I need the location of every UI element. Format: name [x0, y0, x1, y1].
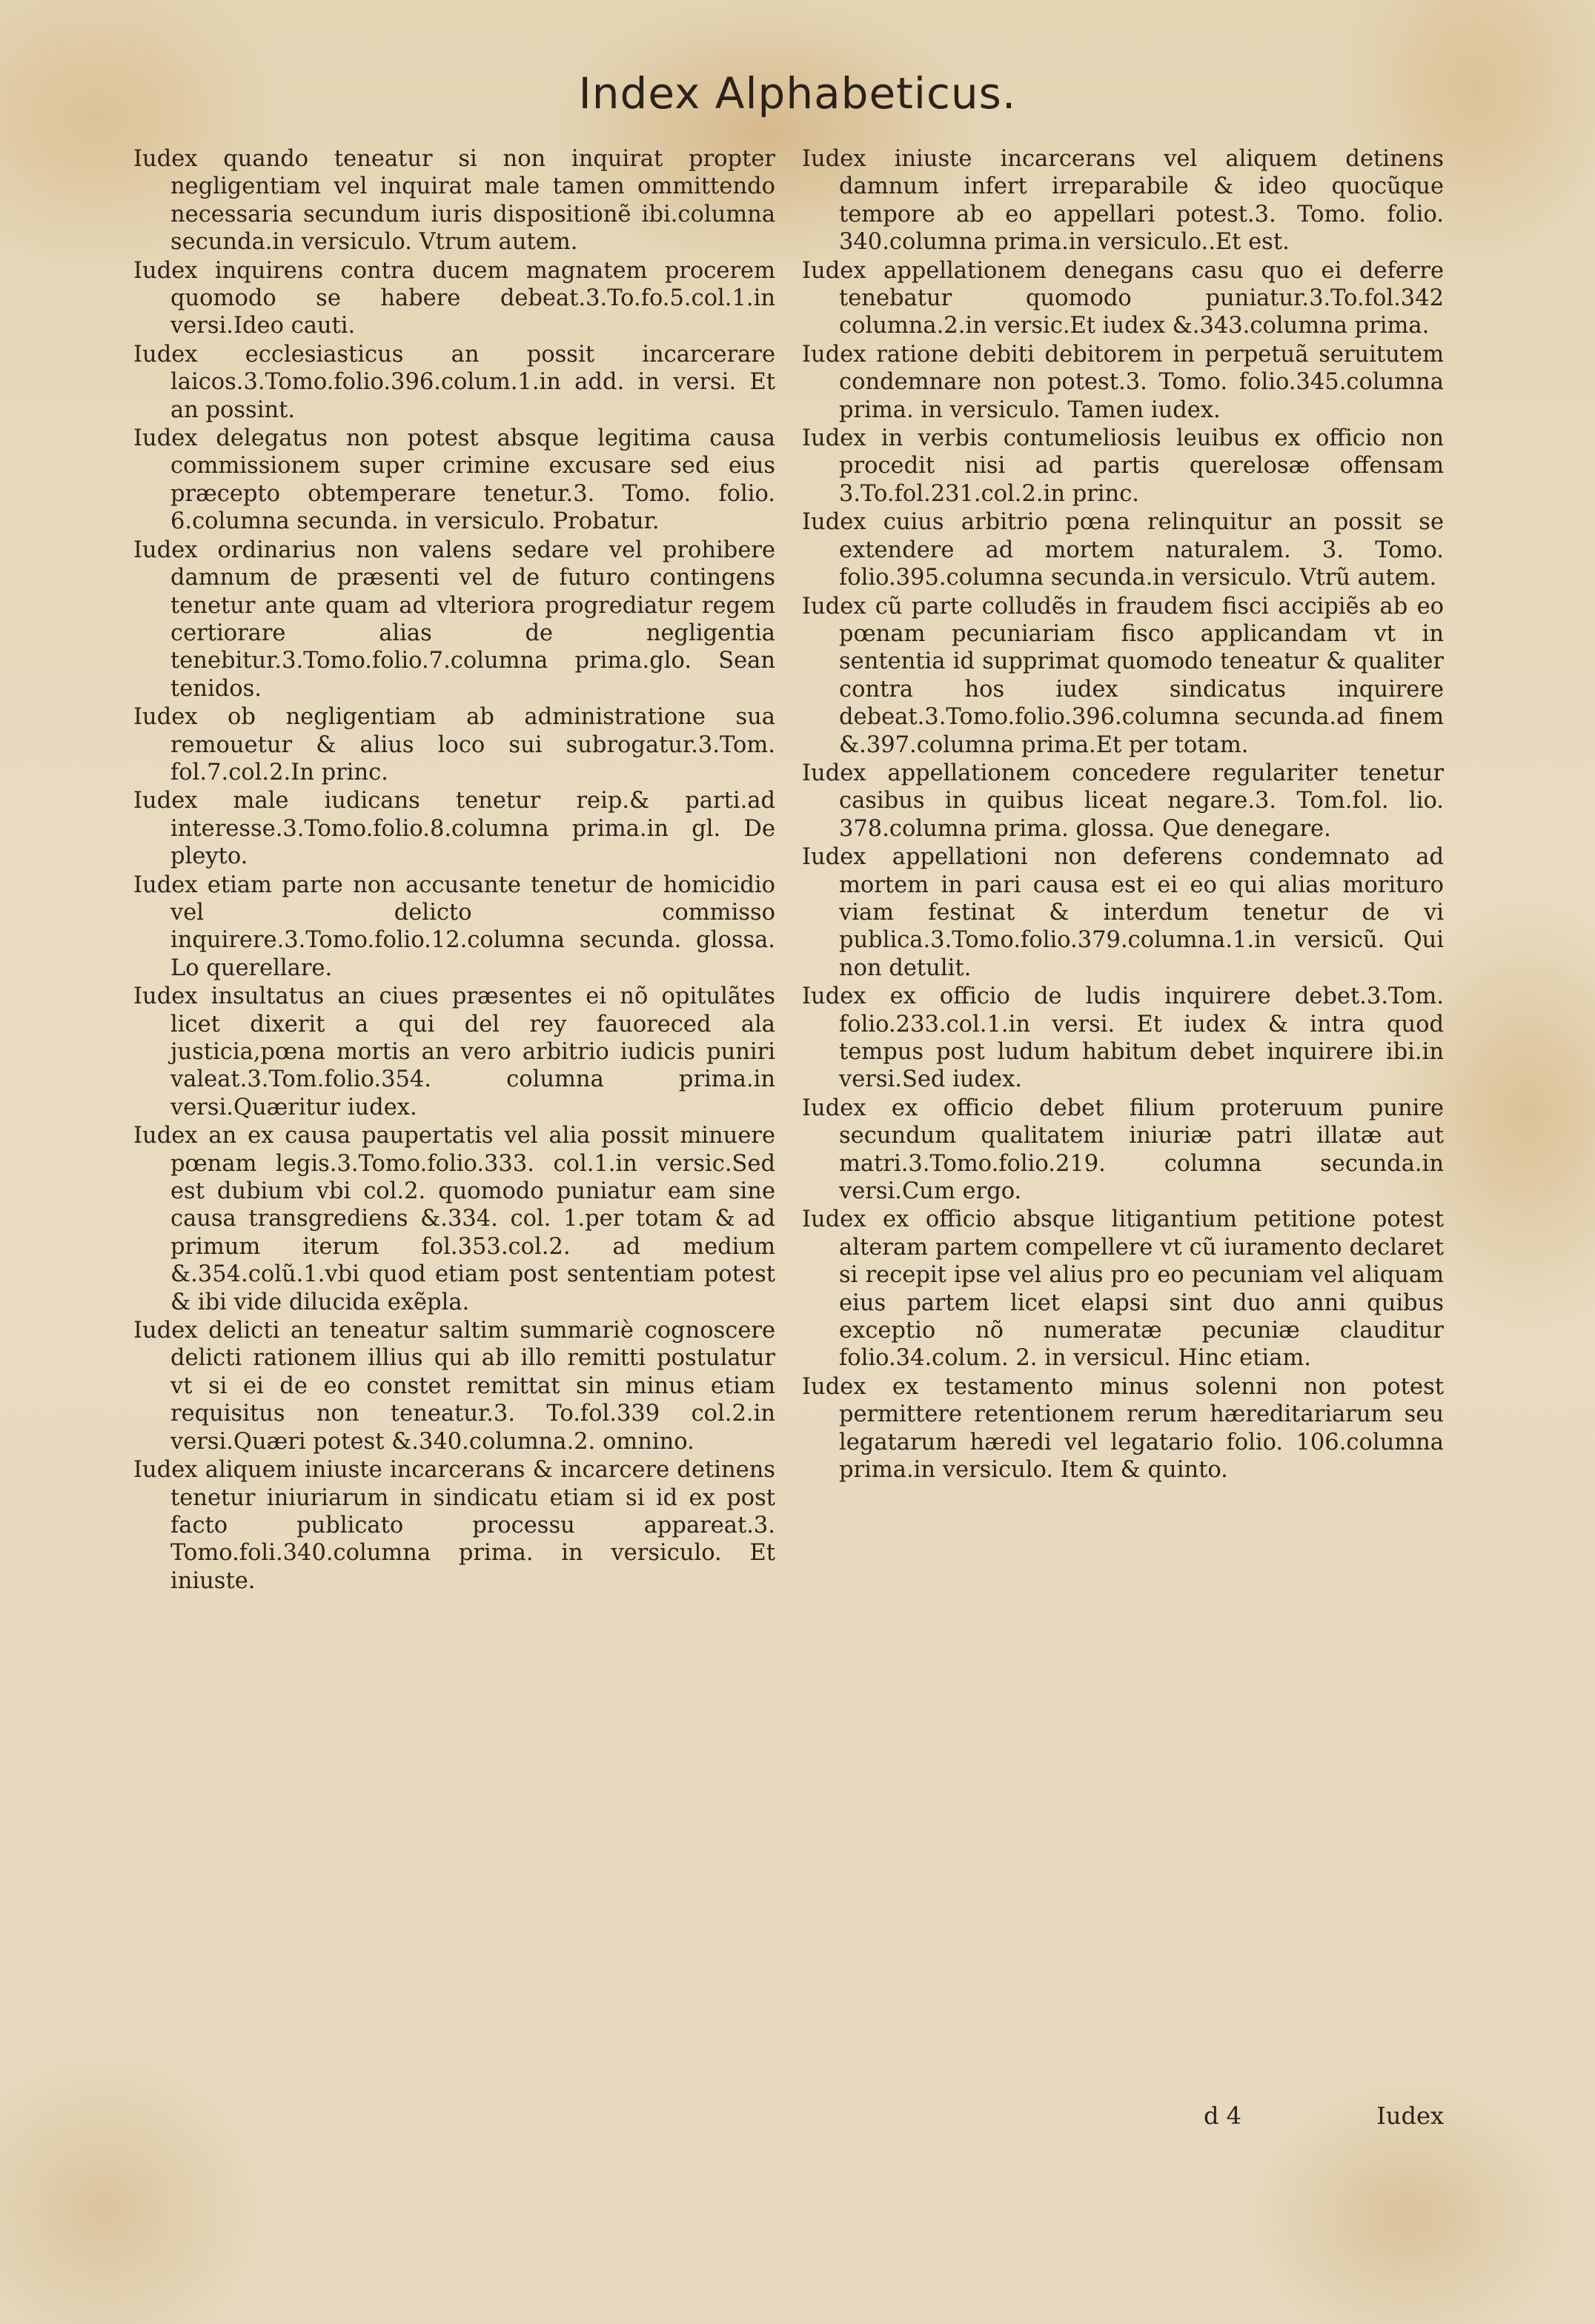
index-entry: Iudex insultatus an ciues præsentes ei nõ opitulãtes licet dixerit a qui del rey fauoreced ala justicia,pœna mortis an vero arbitrio iudicis puniri valeat.3.Tom.folio.354. columna prima.in versi.Quæritur iudex.	[133, 983, 775, 1120]
index-entry: Iudex ecclesiasticus an possit incarcerare laicos.3.Tomo.folio.396.colum.1.in add. in versi. Et an possint.	[133, 341, 775, 423]
index-entry: Iudex cũ parte colludẽs in fraudem fisci accipiẽs ab eo pœnam pecuniariam fisco applicandam vt in sententia id supprimat quomodo teneatur & qualiter contra hos iudex sindicatus inquirere debeat.3.Tomo.folio.396.columna secunda.ad finem &.397.columna prima.Et per totam.	[802, 593, 1444, 758]
index-entry: Iudex ob negligentiam ab administratione sua remouetur & alius loco sui subrogatur.3.Tom. fol.7.col.2.In princ.	[133, 704, 775, 786]
right-column	[802, 145, 1444, 1485]
index-entry: Iudex appellationem concedere regulariter tenetur casibus in quibus liceat negare.3. Tom.fol. lio. 378.columna prima. glossa. Que denegare.	[802, 760, 1444, 842]
index-entry: Iudex cuius arbitrio pœna relinquitur an possit se extendere ad mortem naturalem. 3. Tomo. folio.395.columna secunda.in versiculo. Vtrũ autem.	[802, 509, 1444, 591]
page-title: Index Alphabeticus.	[578, 68, 1017, 119]
index-entry: Iudex aliquem iniuste incarcerans & incarcere detinens tenetur iniuriarum in sindicatu etiam si id ex post facto publicato processu appareat.3. Tomo.foli.340.columna prima. in versiculo. Et iniuste.	[133, 1457, 775, 1594]
catchword: Iudex	[1376, 2102, 1444, 2130]
page-footer	[802, 2102, 1444, 2134]
index-entry: Iudex an ex causa paupertatis vel alia possit minuere pœnam legis.3.Tomo.folio.333. col.1.in versic.Sed est dubium vbi col.2. quomodo puniatur eam sine causa transgrediens &.334. col. 1.per totam & ad primum iterum fol.353.col.2. ad medium &.354.colũ.1.vbi quod etiam post sententiam potest & ibi vide dilucida exẽpla.	[133, 1123, 775, 1315]
index-entry: Iudex ex testamento minus solenni non potest permittere retentionem rerum hæreditariarum seu legatarum hæredi vel legatario folio. 106.columna prima.in versiculo. Item & quinto.	[802, 1373, 1444, 1484]
index-entry: Iudex ordinarius non valens sedare vel prohibere damnum de præsenti vel de futuro contingens tenetur ante quam ad vlteriora progrediatur regem certiorare alias de negligentia tenebitur.3.Tomo.folio.7.columna prima.glo. Sean tenidos.	[133, 537, 775, 702]
index-entry: Iudex iniuste incarcerans vel aliquem detinens damnum infert irreparabile & ideo quocũque tempore ab eo appellari potest.3. Tomo. folio. 340.columna prima.in versiculo..Et est.	[802, 146, 1444, 256]
index-entry: Iudex delicti an teneatur saltim summariè cognoscere delicti rationem illius qui ab illo remitti postulatur vt si ei de eo constet remittat sin minus etiam requisitus non teneatur.3. To.fol.339 col.2.in versi.Quæri potest &.340.columna.2. omnino.	[133, 1318, 775, 1455]
index-entry: Iudex etiam parte non accusante tenetur de homicidio vel delicto commisso inquirere.3.Tomo.folio.12.columna secunda. glossa. Lo querellare.	[133, 872, 775, 981]
index-entry: Iudex appellationi non deferens condemnato ad mortem in pari causa est ei eo qui alias morituro viam festinat & interdum tenetur de vi publica.3.Tomo.folio.379.columna.1.in versicũ. Qui non detulit.	[802, 844, 1444, 981]
index-entry: Iudex quando teneatur si non inquirat propter negligentiam vel inquirat male tamen ommittendo necessaria secundum iuris dispositionẽ ibi.columna secunda.in versiculo. Vtrum autem.	[133, 146, 775, 256]
index-entry: Iudex inquirens contra ducem magnatem procerem quomodo se habere debeat.3.To.fo.5.col.1.in versi.Ideo cauti.	[133, 257, 775, 339]
index-entry: Iudex delegatus non potest absque legitima causa commissionem super crimine excusare sed eius præcepto obtemperare tenetur.3. Tomo. folio. 6.columna secunda. in versiculo. Probatur.	[133, 425, 775, 535]
index-entry: Iudex ex officio de ludis inquirere debet.3.Tom. folio.233.col.1.in versi. Et iudex & intra quod tempus post ludum habitum debet inquirere ibi.in versi.Sed iudex.	[802, 983, 1444, 1093]
index-entry: Iudex appellationem denegans casu quo ei deferre tenebatur quomodo puniatur.3.To.fol.342 columna.2.in versic.Et iudex &.343.columna prima.	[802, 257, 1444, 339]
index-entry: Iudex ex officio absque litigantium petitione potest alteram partem compellere vt cũ iuramento declaret si recepit ipse vel alius pro eo pecuniam vel aliquam eius partem licet elapsi sint duo anni quibus exceptio nõ numeratæ pecuniæ clauditur folio.34.colum. 2. in versicul. Hinc etiam.	[802, 1206, 1444, 1372]
index-entry: Iudex male iudicans tenetur reip.& parti.ad interesse.3.Tomo.folio.8.columna prima.in gl. De pleyto.	[133, 788, 775, 870]
index-entry: Iudex in verbis contumeliosis leuibus ex officio non procedit nisi ad partis querelosæ offensam 3.To.fol.231.col.2.in princ.	[802, 425, 1444, 507]
index-entry: Iudex ex officio debet filium proteruum punire secundum qualitatem iniuriæ patri illatæ aut matri.3.Tomo.folio.219. columna secunda.in versi.Cum ergo.	[802, 1095, 1444, 1205]
left-column	[133, 145, 775, 1596]
index-entry: Iudex ratione debiti debitorem in perpetuã seruitutem condemnare non potest.3. Tomo. folio.345.columna prima. in versiculo. Tamen iudex.	[802, 341, 1444, 423]
signature-mark: d 4	[1204, 2102, 1242, 2130]
